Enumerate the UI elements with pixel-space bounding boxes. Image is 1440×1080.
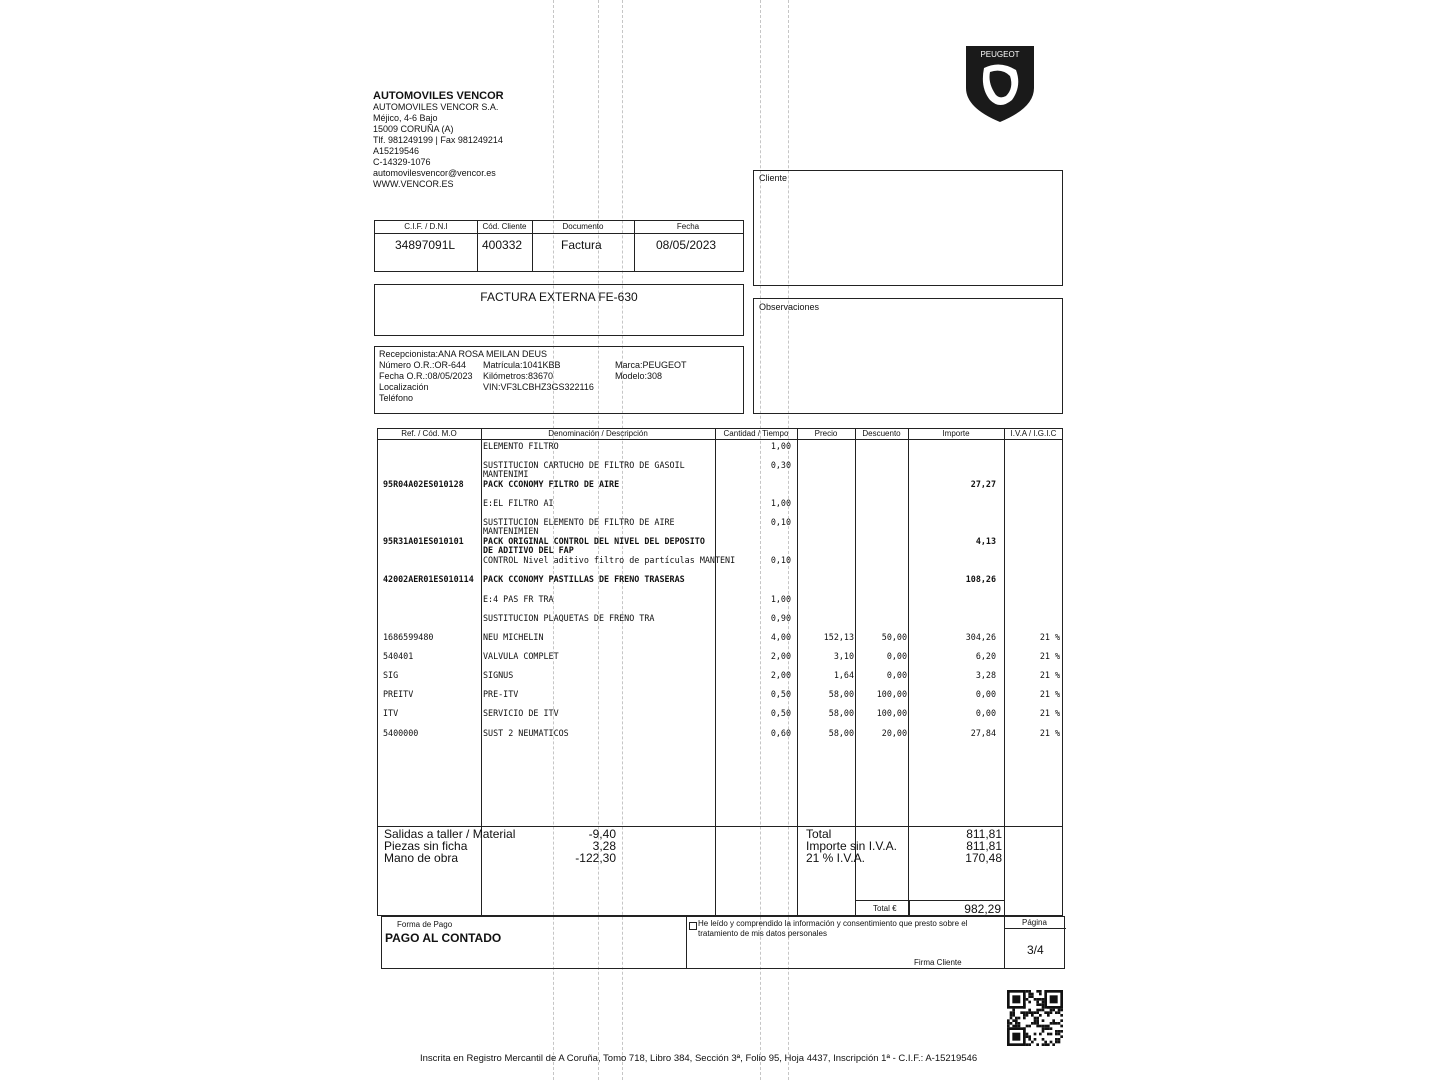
observations-box (753, 298, 1063, 414)
cell-qty: 0,50 (770, 708, 791, 718)
cell-ref: 95R31A01ES010101 (383, 536, 464, 546)
payment-label: Forma de Pago (397, 920, 453, 929)
cell-qty: 4,00 (770, 632, 791, 642)
cell-ref: 95R04A02ES010128 (383, 479, 464, 489)
col-vat: I.V.A / I.G.I.C (1010, 429, 1057, 438)
vat-value: 170,48 (965, 851, 1002, 865)
cell-desc: PACK CCONOMY FILTRO DE AIRE (483, 479, 620, 489)
cell-qty: 0,90 (770, 613, 791, 623)
cif-value: 34897091L (395, 238, 456, 252)
order-number: Número O.R.:OR-644 (379, 360, 467, 370)
cell-amount: 108,26 (965, 574, 996, 584)
cell-vat: 21 % (1039, 728, 1060, 738)
company-registry: C-14329-1076 (373, 157, 431, 167)
cell-qty: 0,50 (770, 689, 791, 699)
location: Localización (379, 382, 429, 392)
cell-disc: 100,00 (876, 689, 907, 699)
cell-desc: E:EL FILTRO AI (483, 498, 554, 508)
cell-ref: 5400000 (383, 728, 419, 738)
cell-qty: 0,10 (770, 555, 791, 565)
cell-qty: 1,00 (770, 441, 791, 451)
company-block (373, 90, 673, 190)
company-city: 15009 CORUÑA (A) (373, 124, 454, 134)
cell-desc: SERVICIO DE ITV (483, 708, 559, 718)
cell-price: 58,00 (828, 708, 854, 718)
document-header-table (374, 220, 744, 272)
cell-desc: PACK ORIGINAL CONTROL DEL NIVEL DEL DEPOSITO (483, 536, 705, 546)
cell-desc: DE ADITIVO DEL FAP (483, 545, 574, 555)
cell-ref: SIG (383, 670, 399, 680)
col-amount: Importe (942, 429, 970, 438)
total-label: Total (806, 827, 832, 841)
company-email: automovilesvencor@vencor.es (373, 168, 496, 178)
col-ref: Ref. / Cód. M.O (401, 429, 457, 438)
cell-qty: 0,30 (770, 460, 791, 470)
summary-label-material: Salidas a taller / Material (384, 827, 516, 841)
document-label: Documento (562, 222, 604, 231)
cell-disc: 50,00 (881, 632, 907, 642)
client-code-label: Cód. Cliente (482, 222, 527, 231)
total-labels (806, 828, 897, 864)
cell-disc: 100,00 (876, 708, 907, 718)
cell-qty: 0,60 (770, 728, 791, 738)
cif-label: C.I.F. / D.N.I (404, 222, 448, 231)
cell-ref: PREITV (383, 689, 414, 699)
cell-qty: 2,00 (770, 670, 791, 680)
cell-desc: MANTENIMIEN (483, 526, 539, 536)
cell-price: 58,00 (828, 728, 854, 738)
date-label: Fecha (676, 222, 700, 231)
cell-desc: NEU MICHELIN (483, 632, 544, 642)
kilometers: Kilómetros:83670 (483, 371, 554, 381)
invoice-title: FACTURA EXTERNA FE-630 (480, 290, 638, 304)
receptionist: Recepcionista:ANA ROSA MEILAN DEUS (379, 349, 548, 359)
client-label: Cliente (759, 173, 788, 183)
cell-qty: 0,10 (770, 517, 791, 527)
invoice-title-box (374, 284, 744, 336)
page-value: 3/4 (1027, 943, 1044, 957)
cell-desc: E:4 PAS FR TRA (483, 594, 554, 604)
client-box (753, 170, 1063, 286)
summary-label-labor: Mano de obra (384, 851, 459, 865)
cell-price: 152,13 (823, 632, 854, 642)
company-web: WWW.VENCOR.ES (373, 179, 454, 189)
cell-disc: 0,00 (886, 651, 907, 661)
consent-checkbox[interactable] (689, 922, 697, 930)
vat-label: 21 % I.V.A. (806, 851, 865, 865)
cell-desc: PACK CCONOMY PASTILLAS DE FRENO TRASERAS (483, 574, 685, 584)
cell-vat: 21 % (1039, 632, 1060, 642)
cell-desc: ELEMENTO FILTRO (483, 441, 559, 451)
cell-desc: PRE-ITV (483, 689, 519, 699)
payment-value: PAGO AL CONTADO (385, 931, 502, 945)
cell-desc: CONTROL Nivel aditivo filtro de partículas MANTENI (483, 555, 736, 565)
net-amount-label: Importe sin I.V.A. (806, 839, 897, 853)
cell-qty: 1,00 (770, 498, 791, 508)
cell-qty: 2,00 (770, 651, 791, 661)
net-amount-value: 811,81 (966, 839, 1002, 853)
cell-desc: SUST 2 NEUMATICOS (483, 728, 569, 738)
grand-total-value: 982,29 (964, 902, 1001, 916)
col-quantity: Cantidad / Tiempo (723, 429, 789, 438)
reception-box (374, 346, 744, 414)
cell-amount: 27,84 (970, 728, 996, 738)
summary-values (556, 828, 616, 864)
brand-logo-text: PEUGEOT (980, 50, 1020, 59)
observations-label: Observaciones (759, 302, 820, 312)
company-address: Méjico, 4-6 Bajo (373, 113, 438, 123)
company-cif: A15219546 (373, 146, 420, 156)
qr-code (1007, 990, 1063, 1046)
cell-desc: MANTENIMI (483, 469, 529, 479)
total-value: 811,81 (966, 827, 1002, 841)
grand-total-label: Total € (873, 904, 897, 913)
vin: VIN:VF3LCBHZ3GS322116 (483, 382, 594, 392)
make: Marca:PEUGEOT (615, 360, 687, 370)
cell-desc: SIGNUS (483, 670, 514, 680)
company-name: AUTOMOVILES VENCOR (373, 90, 504, 102)
cell-desc: SUSTITUCION ELEMENTO DE FILTRO DE AIRE (483, 517, 675, 527)
date-value: 08/05/2023 (656, 238, 717, 252)
cell-amount: 0,00 (975, 689, 996, 699)
cell-amount: 6,20 (975, 651, 996, 661)
payment-box (381, 916, 1065, 969)
cell-vat: 21 % (1039, 670, 1060, 680)
cell-qty: 1,00 (770, 594, 791, 604)
client-code-value: 400332 (482, 238, 523, 252)
cell-vat: 21 % (1039, 689, 1060, 699)
document-value: Factura (561, 238, 602, 252)
order-date: Fecha O.R.:08/05/2023 (379, 371, 473, 381)
cell-vat: 21 % (1039, 651, 1060, 661)
cell-vat: 21 % (1039, 708, 1060, 718)
cell-ref: 1686599480 (383, 632, 434, 642)
summary-value-parts: 3,28 (592, 839, 616, 853)
total-values (920, 828, 1002, 864)
phone: Teléfono (379, 393, 414, 403)
cell-amount: 27,27 (970, 479, 996, 489)
peugeot-logo (962, 42, 1038, 124)
cell-price: 3,10 (833, 651, 854, 661)
cell-amount: 4,13 (975, 536, 996, 546)
summary-value-material: -9,40 (588, 827, 616, 841)
cell-disc: 0,00 (886, 670, 907, 680)
summary-labels (384, 828, 515, 864)
cell-amount: 0,00 (975, 708, 996, 718)
company-phone-fax: Tlf. 981249199 | Fax 981249214 (373, 135, 503, 145)
footer-registry: Inscrita en Registro Mercantil de A Coruña, Tomo 718, Libro 384, Sección 3ª, Folio 95, Hoja 4437, Inscripción 1ª - C.I.F.: A-15219546 (420, 1053, 978, 1064)
summary-value-labor: -122,30 (575, 851, 616, 865)
grand-total-box (855, 900, 1005, 916)
plate: Matrícula:1041KBB (483, 360, 561, 370)
col-price: Precio (814, 429, 838, 438)
page-label: Página (1022, 918, 1047, 927)
col-description: Denominación / Descripción (548, 429, 648, 438)
cell-ref: 42002AER01ES010114 (383, 574, 474, 584)
cell-amount: 304,26 (965, 632, 996, 642)
company-legal-name: AUTOMOVILES VENCOR S.A. (373, 102, 499, 112)
consent-text: He leído y comprendido la información y consentimiento que presto sobre el tratamiento de mis datos personales (698, 919, 968, 938)
cell-desc: VALVULA COMPLET (483, 651, 559, 661)
cell-ref: 540401 (383, 651, 414, 661)
signature-label: Firma Cliente (914, 958, 962, 967)
cell-amount: 3,28 (975, 670, 996, 680)
model: Modelo:308 (615, 371, 663, 381)
cell-desc: SUSTITUCION PLAQUETAS DE FRENO TRA (483, 613, 655, 623)
cell-disc: 20,00 (881, 728, 907, 738)
cell-desc: SUSTITUCION CARTUCHO DE FILTRO DE GASOIL (483, 460, 685, 470)
cell-price: 58,00 (828, 689, 854, 699)
summary-label-parts: Piezas sin ficha (384, 839, 468, 853)
cell-ref: ITV (383, 708, 399, 718)
col-discount: Descuento (862, 429, 901, 438)
cell-price: 1,64 (833, 670, 854, 680)
